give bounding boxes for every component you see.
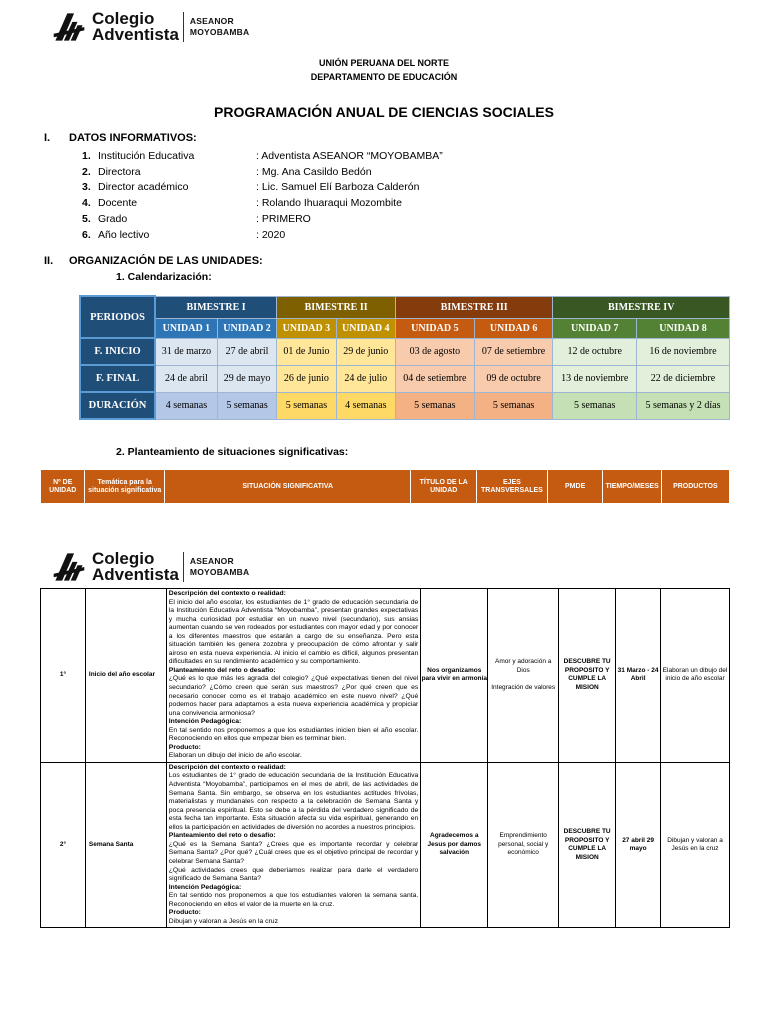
- time-period: 31 Marzo - 24 Abril: [616, 589, 661, 763]
- calendar-subtitle: 1. Calendarización:: [116, 271, 212, 283]
- start-date-cell: 12 de octubre: [553, 338, 636, 365]
- time-period: 27 abril 29 mayo: [616, 762, 661, 927]
- end-date-cell: 04 de setiembre: [395, 365, 474, 392]
- logo-line2: Adventista: [92, 25, 179, 44]
- info-value: : 2020: [256, 228, 286, 241]
- info-value: : Mg. Ana Casildo Bedón: [256, 165, 372, 178]
- situation-description: [166, 589, 421, 763]
- logo-line2: Adventista: [92, 565, 179, 584]
- description-heading: Intención Pedagógica:: [168, 718, 242, 726]
- start-date-cell: 01 de Junio: [277, 338, 336, 365]
- situations-header-cell: SITUACIÓN SIGNIFICATIVA: [164, 470, 411, 504]
- description-text: ¿Qué es la Semana Santa? ¿Crees que es importante recordar y celebrar Semana Santa? ¿Por qué? ¿Cuál crees que es el objetivo principal de recordar y celebrar Semana Santa? ¿Qué actividades crees que deberíamos realizar para darle el verdadero significado de Semana Santa?: [168, 840, 419, 883]
- unit-header: UNIDAD 7: [553, 318, 636, 338]
- info-label: Director académico: [98, 181, 189, 194]
- logo-divider: [183, 552, 184, 582]
- unit-theme: Semana Santa: [85, 762, 166, 927]
- info-value: : Lic. Samuel Elí Barboza Calderón: [256, 181, 420, 194]
- info-number: 1.: [82, 149, 91, 162]
- section-1-heading: I. DATOS INFORMATIVOS:: [44, 132, 197, 144]
- transversal-axes: Amor y adoración a Dios Integración de valores: [488, 589, 559, 763]
- description-heading: Producto:: [168, 743, 201, 751]
- info-row: [82, 227, 443, 243]
- description-heading: Planteamiento del reto o desafío:: [168, 832, 276, 840]
- duration-cell: 5 semanas: [217, 392, 276, 419]
- situation-description: [166, 762, 421, 927]
- unit-header: UNIDAD 6: [474, 318, 553, 338]
- duration-cell: 4 semanas: [336, 392, 395, 419]
- unit-header: UNIDAD 5: [395, 318, 474, 338]
- info-label: Docente: [98, 197, 138, 210]
- end-date-cell: 24 de abril: [155, 365, 217, 392]
- end-date-cell: 26 de junio: [277, 365, 336, 392]
- final-label: F. FINAL: [80, 365, 155, 392]
- logo-sub1: ASEANOR: [189, 556, 234, 566]
- description-text: Dibujan y valoran a Jesús en la cruz: [168, 917, 278, 925]
- situations-header-cell: Nº DE UNIDAD: [41, 470, 85, 504]
- start-date-cell: 03 de agosto: [395, 338, 474, 365]
- products: Elaboran un dibujo del inicio de año escolar: [661, 589, 730, 763]
- start-date-cell: 31 de marzo: [155, 338, 217, 365]
- situations-header-cell: EJES TRANSVERSALES: [477, 470, 548, 504]
- info-label: Año lectivo: [98, 228, 150, 241]
- unit-header: UNIDAD 4: [336, 318, 395, 338]
- school-logo: [52, 10, 249, 44]
- school-logo-page2: [52, 550, 249, 584]
- unit-header: UNIDAD 8: [636, 318, 729, 338]
- logo-divider: [183, 12, 184, 42]
- info-number: 5.: [82, 213, 91, 226]
- situations-subtitle: 2. Planteamiento de situaciones significativas:: [116, 446, 349, 458]
- situations-header-cell: PRODUCTOS: [661, 470, 729, 504]
- unit-number: 1°: [41, 589, 86, 763]
- start-date-cell: 07 de setiembre: [474, 338, 553, 365]
- section-2-heading: II. ORGANIZACIÓN DE LAS UNIDADES:: [44, 255, 263, 267]
- calendar-table: [79, 295, 730, 420]
- logo-line1: Colegio: [92, 9, 155, 28]
- info-row: [82, 211, 443, 227]
- situations-header-cell: TÍTULO DE LA UNIDAD: [411, 470, 477, 504]
- end-date-cell: 13 de noviembre: [553, 365, 636, 392]
- school-logo-icon: [52, 10, 86, 44]
- logo-line1: Colegio: [92, 549, 155, 568]
- info-value: : Rolando Ihuaraqui Mozombite: [256, 197, 402, 210]
- products: Dibujan y valoran a Jesús en la cruz: [661, 762, 730, 927]
- description-heading: Producto:: [168, 909, 201, 917]
- description-heading: Intención Pedagógica:: [168, 883, 242, 891]
- logo-sub1: ASEANOR: [189, 16, 234, 26]
- description-text: En tal sentido nos proponemos a que los estudiantes valoren la semana santa. Reconociendo en ellos el valor de la muerte en la cruz.: [168, 892, 419, 908]
- description-heading: Descripción del contexto o realidad:: [168, 763, 286, 771]
- situations-header-cell: PMDE: [547, 470, 603, 504]
- description-heading: Planteamiento del reto o desafío:: [168, 666, 276, 674]
- description-text: En tal sentido nos proponemos a que los estudiantes inicien bien el año escolar. Reconociendo en ellos que empezar bien es terminar bien.: [168, 726, 419, 743]
- table-row: [41, 589, 730, 763]
- description-text: Los estudiantes de 1° grado de educación secundaria de la Institución Educativa Adventista “Moyobamba”, participamos en el mes de abril, de las actividades de Semana Santa. Sin embargo, se observa en los estudiantes actitudes frívolas, materialistas y mundanales con respecto a la celebración de Semana Santa y poca presencia espiritual. Esto se debe a la pérdida del verdadero significado de esta fecha tan importante. Esta situación afecta su vida espiritual, generando en ellos la participación en actividades de diversión no acordes a nuestros principios.: [168, 772, 419, 831]
- situations-header-cell: TIEMPO/MESES: [603, 470, 661, 504]
- description-text: ¿Qué es lo que más les agrada del colegio? ¿Qué expectativas tienen del nivel secundario? ¿Cómo creen que serán sus maestros? ¿Por qué creen que es necesario conocer como es el trabajo académico en este nuevo nivel? ¿Qué podemos hacer para adaptamos a esta nueva experiencia académica y propiciar una convivencia armoniosa?: [168, 675, 419, 717]
- logo-sub2: MOYOBAMBA: [189, 567, 250, 577]
- start-date-cell: 27 de abril: [217, 338, 276, 365]
- start-date-cell: 29 de junio: [336, 338, 395, 365]
- unit-header: UNIDAD 1: [155, 318, 217, 338]
- info-value: : PRIMERO: [256, 213, 311, 226]
- inicio-label: F. INICIO: [80, 338, 155, 365]
- unit-header: UNIDAD 3: [277, 318, 336, 338]
- info-row: [82, 195, 443, 211]
- end-date-cell: 09 de octubre: [474, 365, 553, 392]
- unit-title: Nos organizamos para vivir en armonía: [421, 589, 488, 763]
- duration-cell: 5 semanas: [553, 392, 636, 419]
- unit-header: UNIDAD 2: [217, 318, 276, 338]
- school-logo-icon: [52, 550, 86, 584]
- info-value: : Adventista ASEANOR “MOYOBAMBA”: [256, 149, 443, 162]
- situations-header-table: [40, 469, 730, 504]
- start-date-cell: 16 de noviembre: [636, 338, 729, 365]
- bimestre-1: BIMESTRE I: [155, 296, 277, 318]
- info-row: [82, 164, 443, 180]
- duracion-label: DURACIÓN: [80, 392, 155, 419]
- logo-sub2: MOYOBAMBA: [189, 27, 250, 37]
- end-date-cell: 29 de mayo: [217, 365, 276, 392]
- description-text: Elaboran un dibujo del inicio de año escolar.: [168, 752, 302, 760]
- info-number: 6.: [82, 228, 91, 241]
- end-date-cell: 22 de diciembre: [636, 365, 729, 392]
- document-title: PROGRAMACIÓN ANUAL DE CIENCIAS SOCIALES: [214, 104, 554, 120]
- unit-number: 2°: [41, 762, 86, 927]
- bimestre-3: BIMESTRE III: [395, 296, 552, 318]
- description-text: El inicio del año escolar, los estudiantes de 1° grado de educación secundaria de la Institución Educativa Adventista “Moyobamba”, presentan grandes expectativas y mucha curiosidad por estudiar en un nuevo nivel (secundario), sus ansias aumentan cuando se ven rodeados por estudiantes con mayor edad y por conocer a los diferentes maestros que estarán a cargo de su enseñanza. Pero esta situación también les genera zozobra y preocupación de cómo afrontar y salir airoso en esta nueva experiencia. Al inicio el cambio es difícil, algunos presentan dificultades en su rendimiento académico y su comportamiento.: [168, 598, 419, 666]
- info-row: [82, 148, 443, 164]
- info-label: Institución Educativa: [98, 149, 195, 162]
- duration-cell: 4 semanas: [155, 392, 217, 419]
- transversal-axes: Emprendimiento personal, social y económico: [488, 762, 559, 927]
- dept-name: DEPARTAMENTO DE EDUCACIÓN: [310, 72, 458, 82]
- pmde: DESCUBRE TU PROPOSITO Y CUMPLE LA MISION: [559, 589, 616, 763]
- info-label: Grado: [98, 213, 128, 226]
- info-number: 3.: [82, 181, 91, 194]
- info-row: [82, 180, 443, 196]
- duration-cell: 5 semanas: [277, 392, 336, 419]
- bimestre-2: BIMESTRE II: [277, 296, 396, 318]
- duration-cell: 5 semanas: [474, 392, 553, 419]
- duration-cell: 5 semanas: [395, 392, 474, 419]
- info-label: Directora: [98, 165, 141, 178]
- info-number: 4.: [82, 197, 91, 210]
- unit-title: Agradecemos a Jesus por damos salvación: [421, 762, 488, 927]
- description-heading: Descripción del contexto o realidad:: [168, 590, 286, 597]
- situations-table: [40, 588, 730, 928]
- table-row: [41, 762, 730, 927]
- info-list: [82, 148, 443, 243]
- info-number: 2.: [82, 165, 91, 178]
- situations-header-cell: Temática para la situación significativa: [85, 470, 164, 504]
- pmde: DESCUBRE TU PROPOSITO Y CUMPLE LA MISION: [559, 762, 616, 927]
- unit-theme: Inicio del año escolar: [85, 589, 166, 763]
- duration-cell: 5 semanas y 2 días: [636, 392, 729, 419]
- periods-label: PERIODOS: [80, 296, 155, 338]
- bimestre-4: BIMESTRE IV: [553, 296, 730, 318]
- org-name: UNIÓN PERUANA DEL NORTE: [318, 58, 449, 68]
- end-date-cell: 24 de julio: [336, 365, 395, 392]
